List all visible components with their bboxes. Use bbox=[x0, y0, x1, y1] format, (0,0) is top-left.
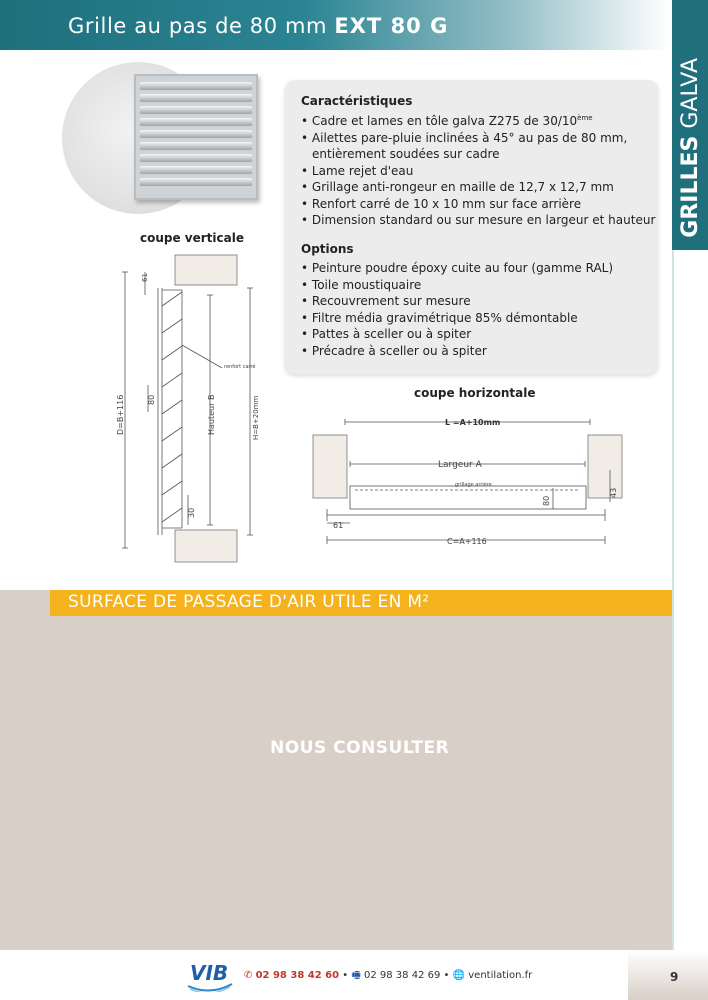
phone-icon: ✆ bbox=[244, 970, 253, 981]
dim-43: 43 bbox=[609, 487, 618, 498]
characteristics-heading: Caractéristiques bbox=[301, 94, 413, 108]
phone-number: 02 98 38 42 60 bbox=[255, 970, 340, 981]
vertical-section-drawing bbox=[110, 250, 280, 570]
side-divider bbox=[672, 250, 674, 950]
surface-banner bbox=[50, 590, 672, 616]
list-item: • Peinture poudre époxy cuite au four (gamme RAL) bbox=[301, 260, 613, 277]
svg-text:VIB: VIB bbox=[190, 961, 229, 985]
page-header bbox=[0, 0, 670, 50]
list-item: • Filtre média gravimétrique 85% démontable bbox=[301, 310, 613, 327]
dim-61-h: 61 bbox=[333, 521, 344, 530]
dim-c: C=A+116 bbox=[447, 537, 487, 546]
page-title: Grille au pas de 80 mm EXT 80 G bbox=[68, 14, 449, 38]
vertical-section-caption: coupe verticale bbox=[140, 231, 244, 245]
list-item: • Précadre à sceller ou à spiter bbox=[301, 343, 613, 360]
website[interactable]: ventilation.fr bbox=[468, 970, 533, 981]
vib-logo bbox=[186, 956, 234, 992]
dim-61: 61 bbox=[141, 273, 149, 282]
list-item: • Renfort carré de 10 x 10 mm sur face arrière bbox=[301, 196, 658, 213]
dim-80-h: 80 bbox=[542, 495, 551, 506]
air-surface-section bbox=[0, 590, 672, 950]
globe-icon: 🌐 bbox=[452, 970, 466, 981]
fax-icon: 🖷 bbox=[351, 970, 361, 981]
horizontal-section-drawing bbox=[305, 410, 635, 550]
list-item: • Ailettes pare-pluie inclinées à 45° au pas de 80 mm, entièrement soudées sur cadre bbox=[301, 130, 658, 163]
options-list bbox=[301, 260, 613, 359]
list-item: • Recouvrement sur mesure bbox=[301, 293, 613, 310]
list-item: • Grillage anti-rongeur en maille de 12,7 x 12,7 mm bbox=[301, 179, 658, 196]
specifications-panel bbox=[285, 80, 658, 374]
options-heading: Options bbox=[301, 242, 354, 256]
contact-info: ✆ 02 98 38 42 60 • 🖷 02 98 38 42 69 • 🌐 ventilation.fr bbox=[244, 970, 533, 981]
grillage-label: grillage arrière bbox=[455, 482, 492, 488]
list-item: • Dimension standard ou sur mesure en largeur et hauteur bbox=[301, 212, 658, 229]
list-item: • Toile moustiquaire bbox=[301, 277, 613, 294]
consult-text: NOUS CONSULTER bbox=[270, 738, 450, 758]
dim-30: 30 bbox=[187, 507, 196, 518]
characteristics-list bbox=[301, 110, 658, 229]
product-model: EXT 80 G bbox=[334, 14, 449, 38]
fax-number: 02 98 38 42 69 bbox=[364, 970, 441, 981]
page-number: 9 bbox=[670, 970, 679, 984]
category-label: GRILLES GALVA bbox=[678, 58, 703, 238]
renfort-label: renfort carré bbox=[224, 364, 256, 370]
dim-hauteur: Hauteur B bbox=[207, 394, 216, 435]
list-item: • Pattes à sceller ou à spiter bbox=[301, 326, 613, 343]
page-number-tab bbox=[628, 950, 708, 1000]
dim-l: L =A+10mm bbox=[445, 418, 501, 427]
product-photo bbox=[134, 74, 258, 200]
dim-d: D=B+116 bbox=[116, 394, 125, 435]
horizontal-section-caption: coupe horizontale bbox=[414, 386, 536, 400]
dim-h: H=B+20mm bbox=[252, 395, 260, 440]
list-item: • Lame rejet d'eau bbox=[301, 163, 658, 180]
category-side-tab bbox=[672, 0, 708, 250]
surface-banner-text: SURFACE DE PASSAGE D'AIR UTILE EN M² bbox=[68, 592, 430, 612]
list-item: • Cadre et lames en tôle galva Z275 de 30/10ème bbox=[301, 110, 658, 130]
dim-largeur: Largeur A bbox=[438, 460, 482, 470]
dim-80: 80 bbox=[147, 394, 156, 405]
